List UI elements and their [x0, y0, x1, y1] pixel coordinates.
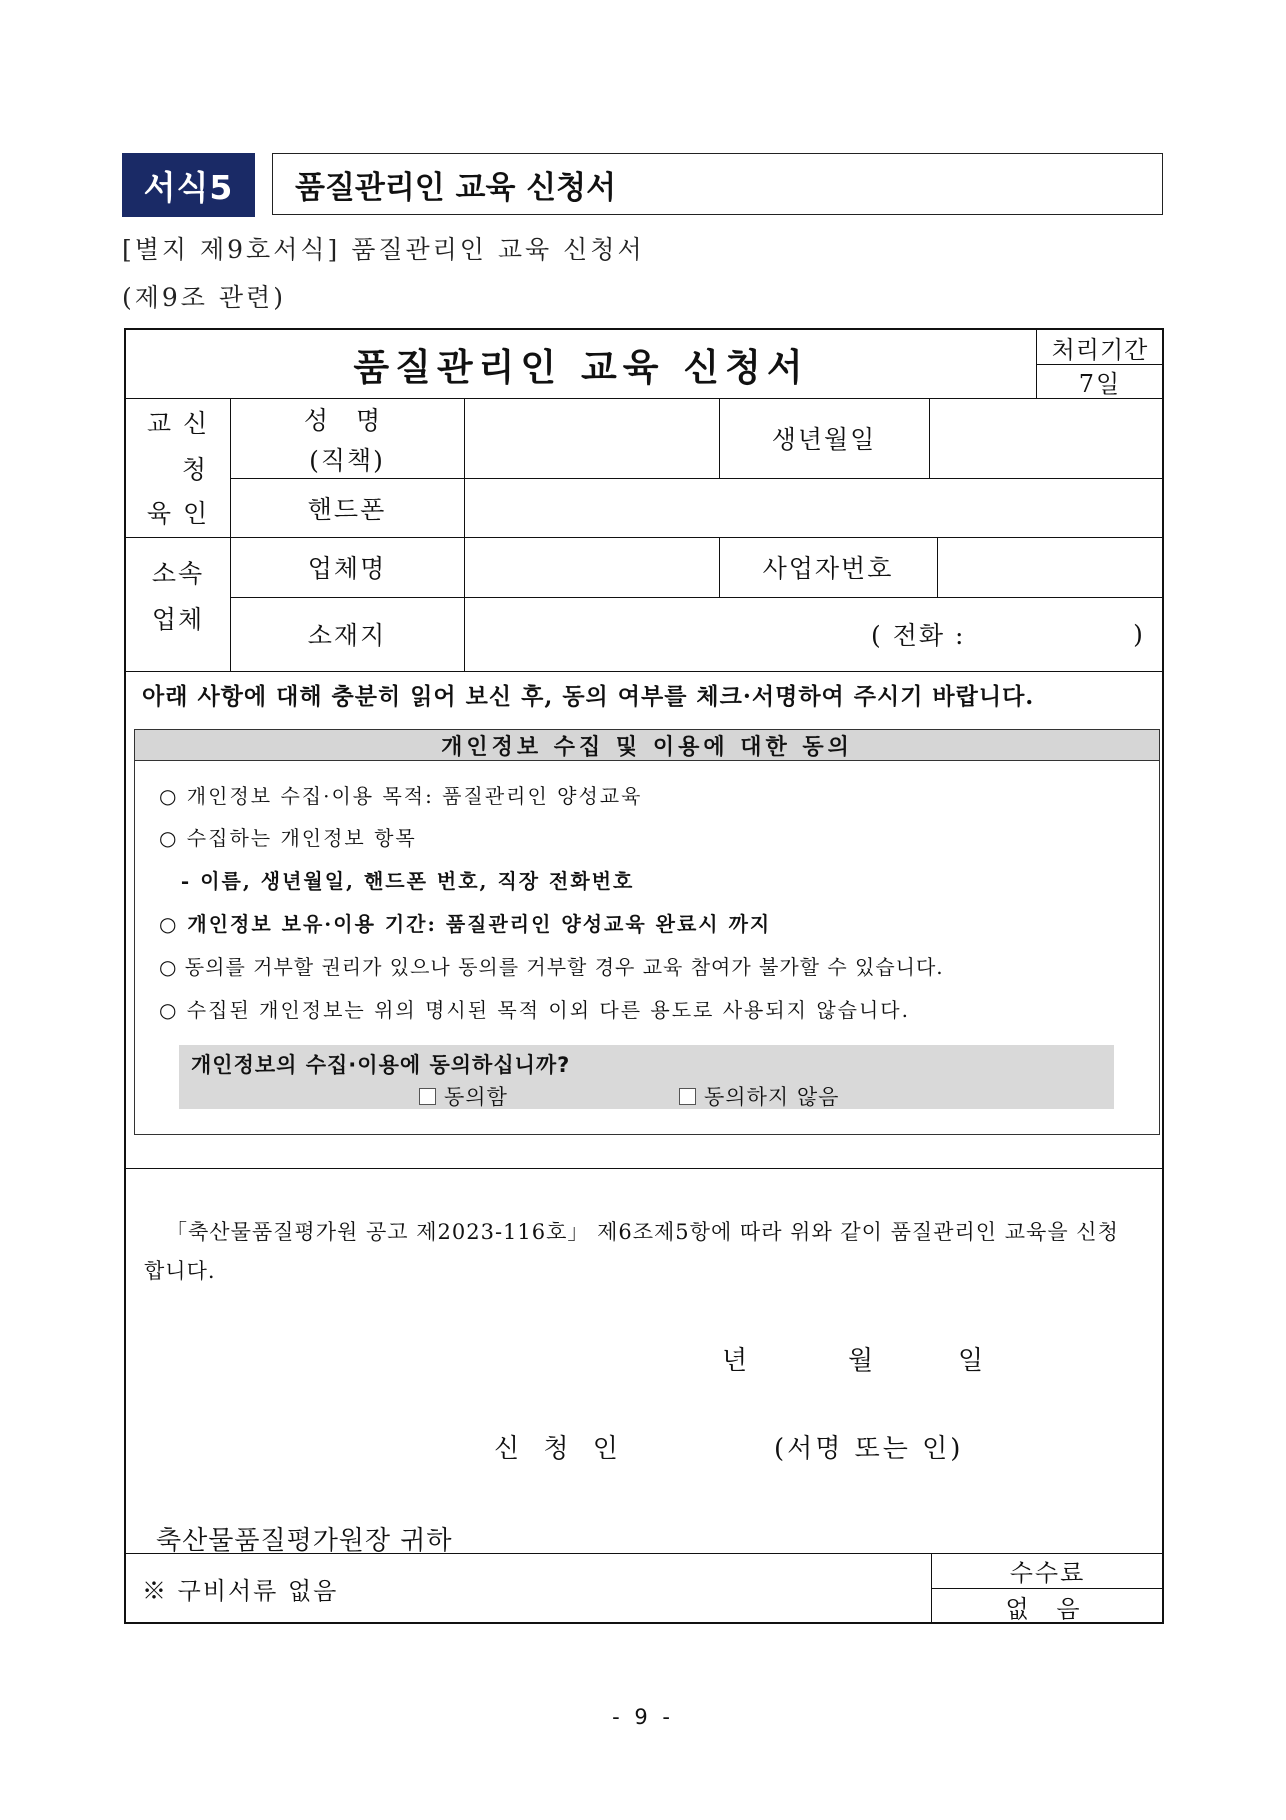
- privacy-consent-heading: 개인정보 수집 및 이용에 대한 동의: [135, 730, 1159, 761]
- name-field[interactable]: [464, 398, 719, 478]
- disagree-option[interactable]: [679, 1081, 839, 1111]
- fee-value: 없 음: [1005, 1594, 1090, 1623]
- applicant-signature-label: 신 청 인: [494, 1434, 626, 1464]
- telephone-label: ( 전화 :: [871, 621, 966, 650]
- consent-item: ○ 개인정보 보유·이용 기간: 품질관리인 양성교육 완료시 까지: [159, 912, 772, 936]
- business-number-field[interactable]: [937, 537, 1164, 597]
- declaration-line-2: 합니다.: [144, 1259, 216, 1283]
- form-heading: [272, 153, 1163, 215]
- agree-option[interactable]: [419, 1081, 508, 1111]
- processing-period-value: 7일: [1078, 369, 1122, 398]
- consent-item: - 이름, 생년월일, 핸드폰 번호, 직장 전화번호: [163, 869, 635, 893]
- address-label: 소재지: [307, 621, 387, 650]
- fee-label: 수수료: [1009, 1559, 1086, 1587]
- applicant-label-1: 교 신: [146, 409, 210, 438]
- telephone-close: ): [1133, 619, 1145, 649]
- birthdate-field[interactable]: [929, 398, 1164, 478]
- date-month: 월: [848, 1346, 878, 1376]
- processing-period-label: 처리기간: [1051, 335, 1149, 364]
- consent-item: ○ 수집하는 개인정보 항목: [159, 826, 417, 850]
- signature-instruction: (서명 또는 인): [774, 1434, 964, 1464]
- form-heading-text: 품질관리인 교육 신청서: [295, 169, 617, 206]
- related-article: (제9조 관련): [122, 283, 286, 312]
- form-title: 품질관리인 교육 신청서: [353, 345, 809, 389]
- signature-field[interactable]: [686, 1420, 806, 1468]
- agree-label: 동의함: [444, 1085, 508, 1109]
- disagree-label: 동의하지 않음: [704, 1085, 840, 1109]
- consent-item: ○ 동의를 거부할 권리가 있으나 동의를 거부할 경우 교육 참여가 불가할 수 있습니다.: [159, 955, 944, 979]
- consent-question: 개인정보의 수집·이용에 동의하십니까?: [191, 1053, 571, 1077]
- position-label: (직책): [309, 446, 385, 475]
- company-group-label-1: 소속: [151, 559, 205, 588]
- applicant-label-2: 청: [181, 455, 208, 484]
- declaration-line-1: 「축산물품질평가원 공고 제2023-116호」 제6조제5항에 따라 위와 같이 품질관리인 교육을 신청: [166, 1220, 1119, 1244]
- date-year: 년: [722, 1346, 752, 1376]
- required-documents: ※ 구비서류 없음: [142, 1577, 339, 1605]
- addressee: 축산물품질평가원장 귀하: [156, 1526, 453, 1556]
- company-name-field[interactable]: [464, 537, 719, 597]
- consent-item: ○ 수집된 개인정보는 위의 명시된 목적 이외 다른 용도로 사용되지 않습니다.: [159, 998, 910, 1022]
- consent-question-box: [179, 1045, 1114, 1109]
- annex-label: [별지 제9호서식] 품질관리인 교육 신청서: [122, 235, 645, 264]
- company-name-label: 업체명: [307, 554, 387, 583]
- name-label: 성 명: [303, 406, 391, 435]
- consent-notice: 아래 사항에 대해 충분히 읽어 보신 후, 동의 여부를 체크·서명하여 주시기 바랍니다.: [142, 683, 1035, 710]
- form-number-badge: 서식5: [122, 153, 255, 217]
- consent-item: ○ 개인정보 수집·이용 목적: 품질관리인 양성교육: [159, 784, 643, 808]
- privacy-consent-box: [134, 729, 1160, 1135]
- business-number-label: 사업자번호: [762, 554, 894, 583]
- company-group-label-2: 업체: [151, 605, 205, 634]
- phone-field[interactable]: [464, 478, 1164, 537]
- page-number: - 9 -: [612, 1705, 674, 1729]
- disagree-checkbox[interactable]: [679, 1088, 696, 1105]
- address-field[interactable]: [464, 597, 1164, 671]
- date-day: 일: [958, 1346, 988, 1376]
- phone-label: 핸드폰: [307, 494, 387, 524]
- agree-checkbox[interactable]: [419, 1088, 436, 1105]
- applicant-label-3: 육 인: [146, 499, 210, 528]
- birthdate-label: 생년월일: [771, 425, 877, 454]
